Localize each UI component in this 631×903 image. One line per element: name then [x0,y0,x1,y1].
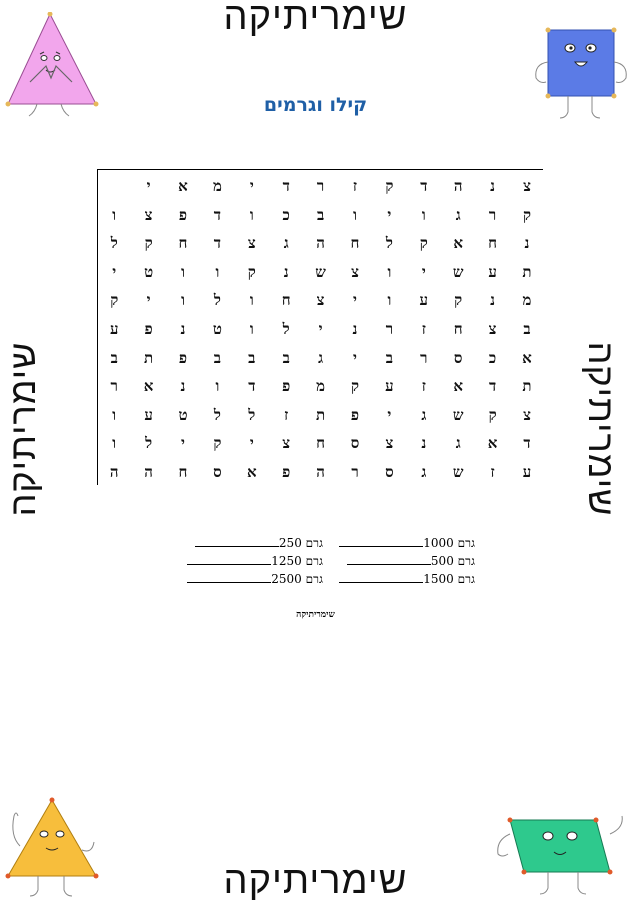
grid-letter[interactable]: ד [248,377,256,396]
grid-letter[interactable]: ז [284,405,289,424]
word-list-item [178,536,323,554]
grid-letter[interactable]: ע [488,262,497,281]
grid-letter[interactable]: ש [452,405,464,424]
grid-letter[interactable]: י [387,205,392,224]
grid-letter[interactable]: ד [213,234,221,253]
word-unit: גרם [457,554,475,568]
brand-right: שימריתיקה [580,341,621,517]
grid-letter[interactable]: נ [352,320,358,338]
grid-letter[interactable]: ו [181,262,185,281]
grid-letter[interactable]: י [387,405,392,424]
grid-letter[interactable]: ג [318,348,324,367]
grid-letter[interactable]: נ [180,320,186,338]
grid-letter[interactable]: ק [488,405,497,424]
grid-letter[interactable]: ק [454,291,463,310]
grid-letter[interactable]: ו [112,405,117,424]
grid-letter[interactable]: א [143,377,154,396]
grid-letter[interactable]: ו [421,205,426,224]
grid-letter[interactable]: ז [421,320,426,338]
grid-letter[interactable]: מ [522,291,532,310]
grid-letter[interactable]: מ [316,377,326,396]
grid-letter[interactable]: צ [523,405,531,424]
grid-row [98,320,543,349]
grid-letter[interactable]: ר [351,463,359,481]
grid-letter[interactable]: נ [421,434,427,453]
grid-letter[interactable]: צ [351,262,359,281]
grid-letter[interactable]: ב [213,348,221,367]
grid-letter[interactable]: ט [178,405,188,424]
grid-letter[interactable]: צ [282,434,291,453]
grid-letter[interactable]: ל [145,434,153,453]
grid-letter[interactable]: ע [419,291,429,310]
brand-footer: שימריתיקה [223,858,408,902]
grid-letter[interactable]: פ [178,205,188,224]
grid-letter[interactable]: ו [353,205,357,224]
grid-row [98,463,543,492]
word-value: 250 [278,536,302,550]
grid-letter[interactable]: ו [181,291,185,310]
grid-letter[interactable]: ס [213,463,222,481]
yellow-triangle-character [2,796,100,901]
word-list-item [330,554,475,572]
grid-letter[interactable]: ל [248,405,256,424]
brand-left: שימריתיקה [3,341,44,517]
grid-letter[interactable]: י [249,177,254,195]
grid-letter[interactable]: ת [522,262,532,281]
grid-letter[interactable]: ל [385,234,393,253]
grid-row [98,434,543,463]
grid-letter[interactable]: ו [215,262,220,281]
grid-letter[interactable]: ג [421,463,427,481]
word-list-item [178,554,323,572]
word-value: 500 [430,554,454,568]
grid-letter[interactable]: ז [352,177,358,195]
grid-letter[interactable]: ב [282,348,290,367]
word-unit: גרם [305,572,323,586]
grid-letter[interactable]: ס [385,463,394,481]
grid-letter[interactable]: ג [455,205,461,224]
word-value: 1000 [423,536,454,550]
grid-letter[interactable]: צ [488,320,497,338]
grid-letter[interactable]: ק [247,262,256,281]
word-value: 2500 [271,572,302,586]
grid-letter[interactable]: ג [455,434,461,453]
grid-letter[interactable]: צ [385,434,394,453]
grid-letter[interactable]: נ [283,262,289,281]
grid-letter[interactable]: ת [144,348,154,367]
grid-letter[interactable]: ו [112,205,117,224]
grid-letter[interactable]: י [112,262,117,281]
grid-letter[interactable]: ה [316,234,325,253]
word-unit: גרם [457,536,475,550]
grid-letter[interactable]: ב [385,348,393,367]
word-list-item [178,572,323,590]
grid-row [98,206,543,235]
grid-letter[interactable]: ג [283,234,289,253]
grid-letter[interactable]: ח [316,434,326,453]
answer-line[interactable] [339,536,423,547]
grid-letter[interactable]: א [453,377,463,396]
grid-letter[interactable]: צ [144,205,153,224]
grid-row [98,406,543,435]
grid-letter[interactable]: ח [350,234,360,253]
grid-letter[interactable]: פ [282,463,291,481]
grid-letter[interactable]: ח [178,234,188,253]
grid-letter[interactable]: ר [110,377,118,396]
answer-line[interactable] [347,554,431,565]
grid-letter[interactable]: ה [109,463,119,481]
grid-letter[interactable]: ח [178,463,188,481]
grid-letter[interactable]: ו [249,205,254,224]
grid-letter[interactable]: צ [316,291,325,310]
grid-letter[interactable]: ר [385,320,394,338]
grid-letter[interactable]: צ [247,234,256,253]
grid-letter[interactable]: ו [387,262,392,281]
grid-letter[interactable]: ט [212,320,222,338]
grid-letter[interactable]: ו [387,291,392,310]
grid-letter[interactable]: ק [213,434,222,453]
word-list-item [330,572,475,590]
grid-row [98,349,543,378]
grid-letter[interactable]: ר [488,205,497,224]
grid-letter[interactable]: ק [110,291,119,310]
grid-letter[interactable]: י [146,177,151,195]
grid-row [98,177,543,206]
grid-letter[interactable]: ד [420,177,428,195]
grid-letter[interactable]: י [353,291,357,310]
grid-letter[interactable]: ח [488,234,498,253]
grid-letter[interactable]: ב [110,348,118,367]
grid-letter[interactable]: ל [282,320,290,338]
grid-letter[interactable]: נ [490,291,496,310]
grid-row [98,377,543,406]
grid-letter[interactable]: ק [419,234,428,253]
grid-letter[interactable]: ש [452,463,464,481]
word-search-grid [97,169,543,485]
answer-line[interactable] [339,572,423,583]
grid-letter[interactable]: י [249,434,254,453]
grid-letter[interactable]: ד [213,205,221,224]
grid-row [98,263,543,292]
grid-letter[interactable]: ב [523,320,531,338]
grid-letter[interactable]: ק [522,205,532,224]
grid-letter[interactable]: נ [180,377,186,396]
grid-letter[interactable]: ד [523,434,531,453]
grid-letter[interactable]: י [181,434,185,453]
worksheet-title: קילו וגרמים [263,94,368,116]
grid-letter[interactable]: ק [385,177,394,195]
grid-letter[interactable]: ו [249,320,254,338]
grid-letter[interactable]: ת [316,405,326,424]
word-unit: גרם [305,536,323,550]
grid-letter[interactable]: ח [281,291,291,310]
grid-letter[interactable]: פ [350,405,360,424]
grid-letter[interactable]: ר [316,177,325,195]
grid-letter[interactable]: ו [249,291,254,310]
grid-letter[interactable]: ר [420,348,428,367]
grid-letter[interactable]: פ [282,377,291,396]
grid-letter[interactable]: ק [144,234,153,253]
grid-letter[interactable]: י [146,291,151,310]
brand-header: שימריתיקה [223,0,408,38]
footer-brand: שימריתיקה [296,610,335,620]
grid-letter[interactable]: ג [421,405,427,424]
grid-letter[interactable]: ט [144,262,154,281]
grid-letter[interactable]: י [421,262,426,281]
answer-line[interactable] [187,572,271,583]
grid-letter[interactable]: ו [112,434,117,453]
grid-letter[interactable]: ל [110,234,118,253]
grid-letter[interactable]: ב [248,348,256,367]
grid-letter[interactable]: א [522,348,532,367]
grid-letter[interactable]: ע [385,377,394,396]
grid-letter[interactable]: ד [488,377,497,396]
grid-letter[interactable]: ז [490,463,495,481]
word-value: 1250 [271,554,302,568]
grid-letter[interactable]: ש [315,262,326,281]
grid-letter[interactable]: ב [316,205,325,224]
grid-letter[interactable]: ק [350,377,360,396]
word-value: 1500 [423,572,454,586]
grid-letter[interactable]: ע [109,320,119,338]
grid-letter[interactable]: פ [178,348,188,367]
answer-line[interactable] [195,536,279,547]
grid-letter[interactable]: ד [282,177,290,195]
grid-letter[interactable]: ה [144,463,153,481]
grid-letter[interactable]: א [246,463,257,481]
grid-letter[interactable]: נ [490,177,496,195]
grid-letter[interactable]: נ [524,234,530,253]
grid-letter[interactable]: צ [523,177,531,195]
word-unit: גרם [457,572,475,586]
grid-row [98,234,543,263]
grid-letter[interactable]: ע [144,405,153,424]
grid-letter[interactable]: ה [453,177,463,195]
grid-letter[interactable]: ס [350,434,360,453]
grid-letter[interactable]: ח [453,320,463,338]
grid-letter[interactable]: פ [144,320,153,338]
grid-letter[interactable]: א [453,234,463,253]
grid-letter[interactable]: ו [215,377,220,396]
green-parallelogram-character [492,804,628,902]
answer-line[interactable] [187,554,271,565]
grid-letter[interactable]: א [178,177,188,195]
grid-letter[interactable]: א [487,434,498,453]
grid-letter[interactable]: ז [421,377,426,396]
grid-letter[interactable]: י [318,320,323,338]
grid-letter[interactable]: מ [212,177,222,195]
grid-letter[interactable]: ס [453,348,463,367]
grid-letter[interactable]: ל [213,405,221,424]
grid-letter[interactable]: ה [316,463,325,481]
grid-letter[interactable]: י [353,348,357,367]
grid-letter[interactable]: כ [282,205,290,224]
grid-letter[interactable]: ע [522,463,532,481]
word-unit: גרם [305,554,323,568]
word-list-item [330,536,475,554]
grid-letter[interactable]: ת [522,377,532,396]
grid-letter[interactable]: כ [488,348,497,367]
grid-row [98,291,543,320]
grid-letter[interactable]: ל [213,291,221,310]
grid-letter[interactable]: ש [452,262,464,281]
